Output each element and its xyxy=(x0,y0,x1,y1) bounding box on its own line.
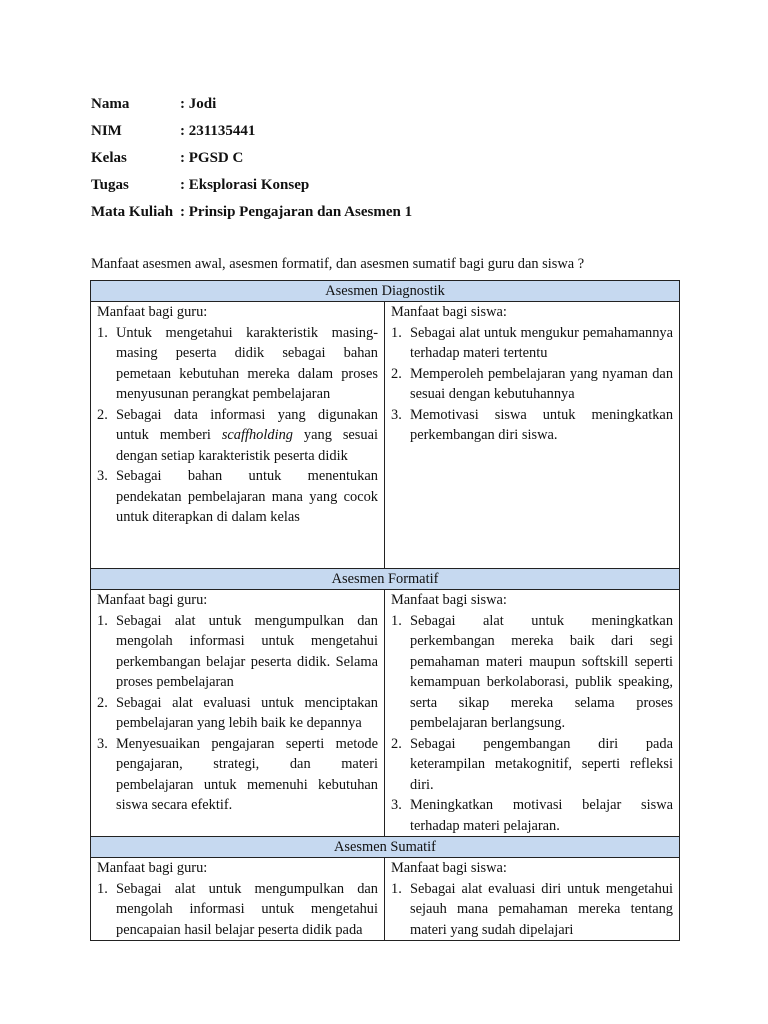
list-item xyxy=(391,364,673,405)
list-number: 2. xyxy=(391,365,402,382)
identity-value: : Eksplorasi Konsep xyxy=(180,177,310,193)
italic-term: scaffholding xyxy=(221,427,293,443)
identity-value: : Jodi xyxy=(180,96,217,112)
guru-benefits-cell xyxy=(91,858,385,941)
identity-row-tugas xyxy=(91,172,412,199)
list-number: 3. xyxy=(391,797,402,813)
identity-label: Mata Kuliah xyxy=(91,204,174,220)
guru-benefits-cell xyxy=(91,590,385,837)
list-number: 3. xyxy=(97,468,108,484)
section-header-row xyxy=(91,281,680,302)
identity-value: : Prinsip Pengajaran dan Asesmen 1 xyxy=(180,204,413,220)
identity-row-kelas xyxy=(91,145,412,172)
identity-value: : 231135441 xyxy=(180,123,256,139)
identity-label: NIM xyxy=(91,123,122,139)
benefit-list xyxy=(97,879,378,941)
list-item-text: Sebagai alat untuk mengumpulkan dan mengolah informasi untuk mengetahui pencapaian hasil belajar peserta didik pada xyxy=(116,880,378,938)
section-header-row xyxy=(91,837,680,858)
list-item xyxy=(97,611,378,693)
list-item xyxy=(391,323,673,364)
section-title-formatif: Asesmen Formatif xyxy=(91,569,680,590)
benefit-list xyxy=(97,611,378,816)
list-item-text: Sebagai bahan untuk menentukan pendekatan pembelajaran mana yang cocok untuk diterapkan di dalam kelas xyxy=(116,468,378,525)
list-number: 2. xyxy=(97,406,108,423)
benefit-list xyxy=(391,611,673,837)
identity-label: Tugas xyxy=(91,177,129,193)
benefit-list xyxy=(391,323,673,446)
list-item-text: Untuk mengetahui karakteristik masing-masing peserta didik sebagai bahan pemetaan kebutuhan mereka dalam proses menyusunan perangkat pembelajaran xyxy=(116,324,378,402)
column-heading: Manfaat bagi guru: xyxy=(97,304,208,320)
list-number: 3. xyxy=(391,406,402,423)
text-run: Sebagai data informasi yang digunakan untuk memberi xyxy=(116,406,378,443)
section-title-sumatif: Asesmen Sumatif xyxy=(91,837,680,858)
column-heading: Manfaat bagi siswa: xyxy=(391,592,507,608)
list-item xyxy=(97,879,378,941)
assessment-table xyxy=(90,280,680,941)
list-item-text: Sebagai alat untuk mengumpulkan dan mengolah informasi untuk mengetahui perkembangan belajar peserta didik. Selama proses pembelajaran xyxy=(116,612,378,690)
column-heading: Manfaat bagi siswa: xyxy=(391,860,507,876)
list-item-text: Sebagai alat evaluasi diri untuk mengetahui sejauh mana pemahaman mereka tentang materi yang sudah dipelajari xyxy=(410,880,674,938)
identity-value: : PGSD C xyxy=(180,150,244,166)
section-body-row xyxy=(91,302,680,569)
list-item xyxy=(391,405,673,446)
list-item-text: Memotivasi siswa untuk meningkatkan perkembangan diri siswa. xyxy=(410,406,674,443)
identity-row-mata-kuliah xyxy=(91,199,412,226)
list-number: 1. xyxy=(97,880,108,897)
identity-row-nama xyxy=(91,91,412,118)
siswa-benefits-cell xyxy=(385,858,680,941)
list-number: 1. xyxy=(391,324,402,341)
column-heading: Manfaat bagi siswa: xyxy=(391,304,507,320)
siswa-benefits-cell xyxy=(385,302,680,569)
identity-label: Kelas xyxy=(91,150,127,166)
siswa-benefits-cell xyxy=(385,590,680,837)
list-number: 1. xyxy=(391,612,402,629)
list-number: 2. xyxy=(97,694,108,711)
list-item xyxy=(391,734,673,796)
column-heading: Manfaat bagi guru: xyxy=(97,592,208,608)
list-item-text: Sebagai pengembangan diri pada keterampilan metakognitif, seperti refleksi diri. xyxy=(410,735,674,793)
list-number: 1. xyxy=(97,324,108,341)
list-item-text: Sebagai alat untuk meningkatkan perkembangan mereka baik dari segi pemahaman materi maupun softskill seperti kemampuan berkolaborasi, publik speaking, serta sikap mereka selama proses pembelajaran berlangsung. xyxy=(410,612,674,731)
identity-label: Nama xyxy=(91,96,130,112)
list-item-text: Menyesuaikan pengajaran seperti metode pengajaran, strategi, dan materi pembelajaran untuk memenuhi kebutuhan siswa secara efektif. xyxy=(116,735,378,813)
text-run: yang sesuai dengan setiap karakteristik peserta didik xyxy=(116,427,378,464)
section-header-row xyxy=(91,569,680,590)
list-number: 2. xyxy=(391,735,402,752)
list-item-text: Sebagai alat untuk mengukur pemahamannya terhadap materi tertentu xyxy=(410,324,674,361)
list-item xyxy=(97,323,378,405)
list-item-text: Sebagai alat evaluasi untuk menciptakan pembelajaran yang lebih baik ke depannya xyxy=(116,694,378,731)
list-item xyxy=(391,879,673,941)
list-item xyxy=(97,466,378,528)
list-number: 3. xyxy=(97,735,108,752)
section-body-row xyxy=(91,858,680,941)
guru-benefits-cell xyxy=(91,302,385,569)
question-text: Manfaat asesmen awal, asesmen formatif, dan asesmen sumatif bagi guru dan siswa ? xyxy=(91,256,585,272)
list-number: 1. xyxy=(97,612,108,629)
list-item-text xyxy=(116,405,378,467)
section-body-row xyxy=(91,590,680,837)
list-item xyxy=(97,734,378,816)
benefit-list xyxy=(391,879,673,941)
column-heading: Manfaat bagi guru: xyxy=(97,860,208,876)
list-item-text: Meningkatkan motivasi belajar siswa terhadap materi pelajaran. xyxy=(410,797,674,834)
list-number: 1. xyxy=(391,880,402,897)
list-item xyxy=(97,693,378,734)
student-identity-block xyxy=(91,91,412,226)
section-title-diagnostik: Asesmen Diagnostik xyxy=(91,281,680,302)
list-item xyxy=(391,611,673,734)
benefit-list xyxy=(97,323,378,528)
list-item-text: Memperoleh pembelajaran yang nyaman dan sesuai dengan kebutuhannya xyxy=(410,365,674,402)
identity-row-nim xyxy=(91,118,412,145)
list-item xyxy=(391,795,673,836)
list-item xyxy=(97,405,378,467)
